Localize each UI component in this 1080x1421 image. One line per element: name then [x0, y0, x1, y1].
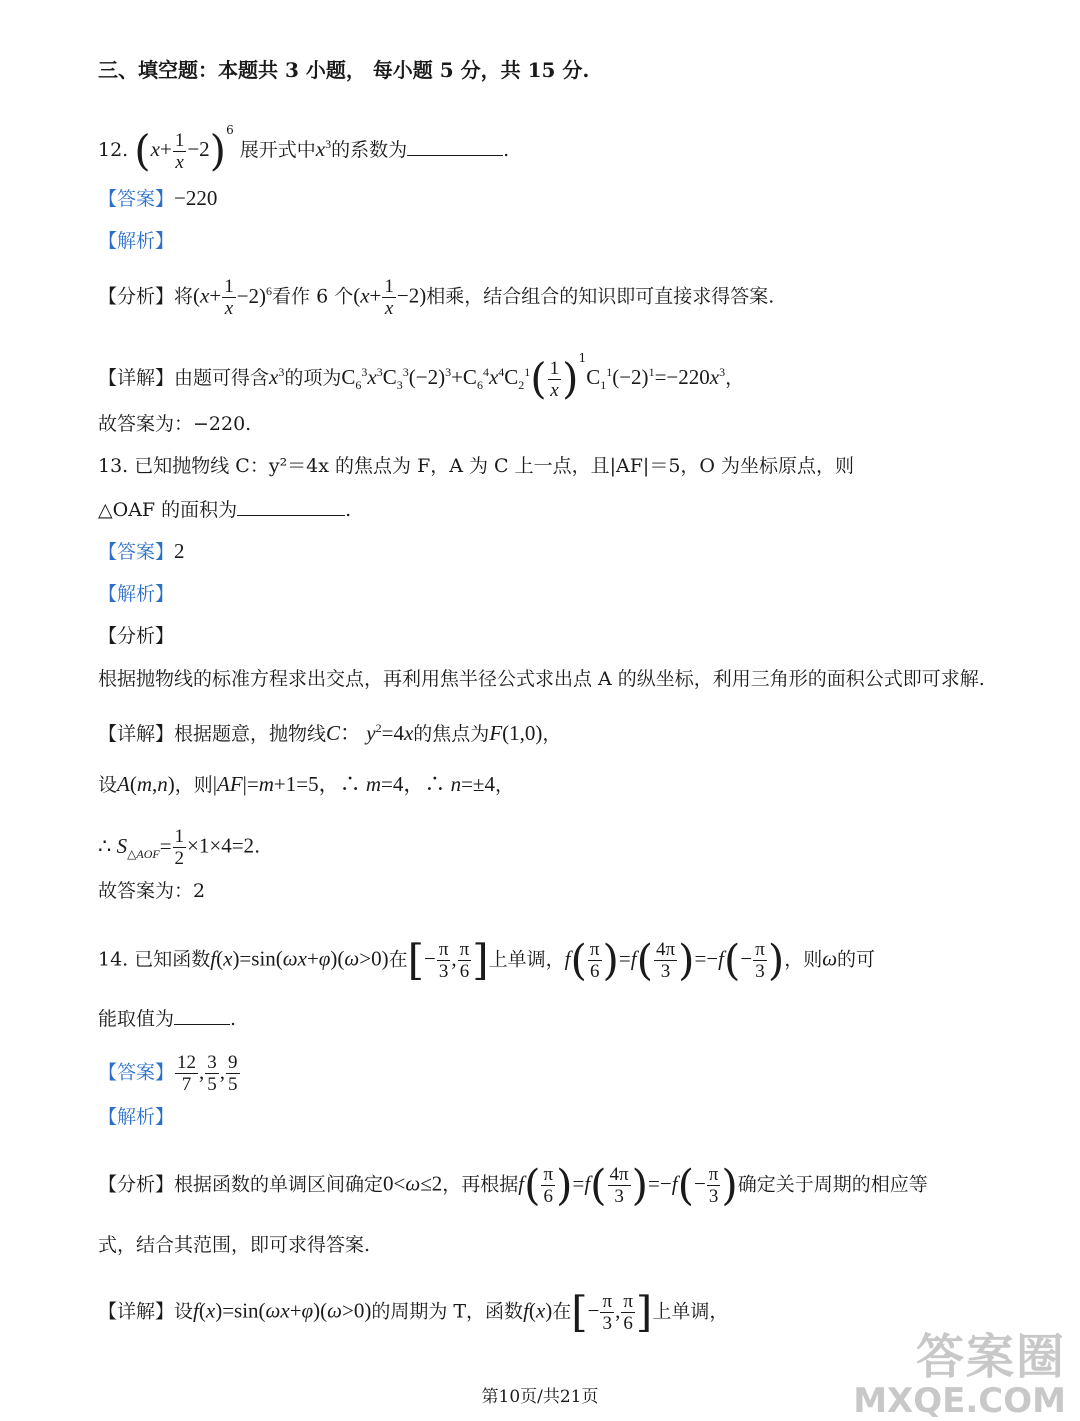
section-heading: 三、填空题：本题共 3 小题， 每小题 5 分，共 15 分. — [98, 58, 590, 82]
q13-area: ∴ $S_{\triangle AOF}=$ $\frac{1}{2}$ ×1×4=2. — [98, 826, 261, 869]
question-12: 12. (x+ $\frac{1}{x}$ −2)$^6$ 展开式中$x^3$的系数为 . — [98, 123, 510, 175]
q13-analysis: 根据抛物线的标准方程求出交点，再利用焦半径公式求出点 A 的纵坐标，利用三角形的面积公式即可求解. — [98, 668, 985, 690]
question-14-line1: 14. 已知函数f(x)=sin(ωx+φ)(ω>0)在[− $\frac{\pi}{3}$ , $\frac{\pi}{6}$ ]上单调，f( $\frac{\pi}{6}$ )=f( $\frac{4\pi}{3}$ )=−f(− $\frac{\pi}{3}$ )，则ω的可 — [98, 935, 876, 985]
q13-jiexi-tag: 【解析】 — [98, 583, 175, 605]
q14-answer: 【答案】 $\frac{12}{7}$ , $\frac{3}{5}$ , $\frac{9}{5}$ — [98, 1052, 238, 1095]
q14-analysis-line2: 式，结合其范围，即可求得答案. — [98, 1234, 371, 1256]
q12-jiexi-tag: 【解析】 — [98, 230, 175, 252]
page-footer: 第10页/共21页 — [481, 1387, 599, 1407]
q14-analysis: 【分析】根据函数的单调区间确定0<ω≤2，再根据f( $\frac{\pi}{6}$ )=f( $\frac{4\pi}{3}$ )=−f(− $\frac{\pi}{3}$ )确定关于周期的相应等 — [98, 1160, 928, 1210]
q14-detail: 【详解】设f(x)=sin(ωx+φ)(ω>0)的周期为 T，函数f(x)在[− $\frac{\pi}{3}$ , $\frac{\pi}{6}$ ]上单调， — [98, 1287, 729, 1337]
watermark-bottom: MXQE.COM — [853, 1381, 1066, 1421]
q13-answer: 【答案】2 — [98, 539, 185, 563]
q12-answer: 【答案】−220 — [98, 186, 218, 210]
question-13-line2: △OAF 的面积为 . — [98, 499, 352, 521]
q13-fenxi-tag: 【分析】 — [98, 625, 175, 647]
watermark-logo — [853, 1318, 1066, 1421]
q13-conclusion: 故答案为：2 — [98, 880, 206, 902]
watermark-top: 答案圈 — [915, 1329, 1066, 1385]
q14-jiexi-tag: 【解析】 — [98, 1106, 175, 1128]
q13-set: 设A(m,n)，则|AF|=m+1=5，∴ m=4，∴ n=±4， — [98, 772, 514, 796]
q13-detail: 【详解】根据题意，抛物线C： $y^2=4x$的焦点为F(1,0)， — [98, 721, 562, 745]
question-14-line2: 能取值为 . — [98, 1008, 237, 1030]
q12-analysis: 【分析】将(x+ $\frac{1}{x}$ −2)$^6$看作 6 个(x+ $\frac{1}{x}$ −2)相乘，结合组合的知识即可直接求得答案. — [98, 276, 775, 319]
q12-conclusion: 故答案为：−220. — [98, 413, 252, 435]
q12-detail: 【详解】由题可得含$x^3$的项为$C_6^3x^3C_3^3(-2)^3+C_6^4x^4C_2^1$( $\frac{1}{x}$ )$^1C_1^1(-2)^1=-220x^3$， — [98, 351, 745, 403]
question-13-line1: 13. 已知抛物线 C：y²＝4x 的焦点为 F，A 为 C 上一点，且|AF|＝5，O 为坐标原点，则 — [98, 455, 855, 477]
